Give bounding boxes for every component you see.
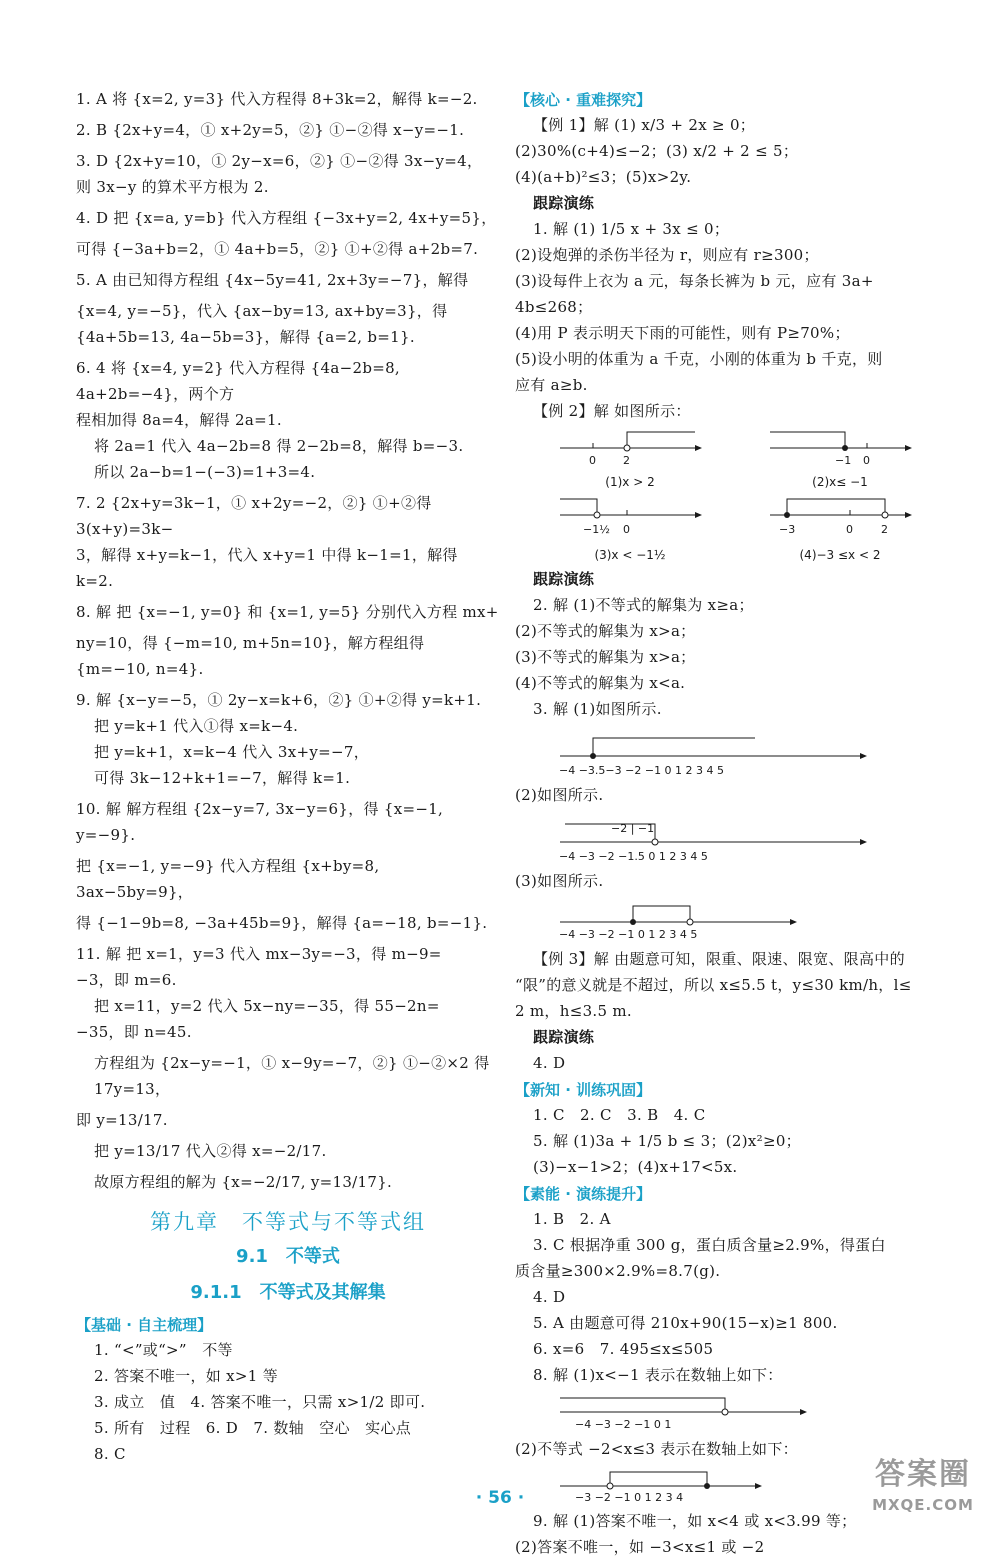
answer-line: (4)用 P 表示明天下雨的可能性，则有 P≥70%； [515, 324, 850, 342]
new-knowledge-section-header: 【新知 · 训练巩固】 [515, 1081, 652, 1099]
answer-line: 4. D [533, 1288, 566, 1306]
example2-figures-row-1 [555, 426, 947, 489]
answer-line: 5. A 由已知得方程组 {4x−5y=41, 2x+3y=−7}，解得 [76, 271, 469, 289]
answer-line: 8. 解 (1)x<−1 表示在数轴上如下： [533, 1366, 783, 1384]
answer-line: (4)不等式的解集为 x<a. [515, 674, 686, 692]
figure-caption: (4)−3 ≤x < 2 [799, 548, 881, 562]
answer-line: 所以 2a−b=1−(−3)=1+3=4. [94, 463, 316, 481]
answer-line: (2)30%(c+4)≤−2；(3) x/2 + 2 ≤ 5； [515, 142, 799, 160]
answer-line: 1. “<”或“>” 不等 [94, 1341, 233, 1359]
answer-line: 把 y=13/17 代入②得 x=−2/17. [94, 1142, 327, 1160]
answer-line: 则 3x−y 的算术平方根为 2. [76, 178, 269, 196]
svg-text:0: 0 [623, 523, 630, 536]
svg-text:0: 0 [589, 454, 596, 467]
answer-line: 1. 解 (1) 1/5 x + 3x ≤ 0； [533, 220, 730, 238]
answer-line: 2 m，h≤3.5 m. [515, 1002, 632, 1020]
left-column [76, 86, 500, 1467]
answer-line: 8. 解 把 {x=−1, y=0} 和 {x=1, y=5} 分别代入方程 mx+ [76, 603, 499, 621]
answer-line: 把 x=11，y=2 代入 5x−ny=−35，得 55−2n= [94, 997, 440, 1015]
answer-line: 2. 解 (1)不等式的解集为 x≥a； [533, 596, 754, 614]
answer-line: 6. 4 将 {x=4, y=2} 代入方程得 {4a−2b=8, 4a+2b=−4}，两个方 [76, 359, 400, 403]
answer-line: 把 y=k+1，x=k−4 代入 3x+y=−7， [94, 743, 370, 761]
answer-line: 1. B 2. A [533, 1210, 611, 1228]
answer-line: 可得 3k−12+k+1=−7，解得 k=1. [94, 769, 351, 787]
answer-line: 2. B {2x+y=4，① x+2y=5，②} ①−②得 x−y=−1. [76, 121, 465, 139]
answer-line: 【例 1】解 (1) x/3 + 2x ≥ 0； [533, 116, 756, 134]
answer-line: (2)答案不唯一，如 −3<x≤1 或 −2 [515, 1538, 765, 1556]
answer-line: “限”的意义就是不超过，所以 x≤5.5 t，y≤30 km/h，l≤ [515, 976, 912, 994]
subheading: 跟踪演练 [533, 1028, 595, 1046]
svg-text:2: 2 [623, 454, 630, 467]
svg-text:0: 0 [863, 454, 870, 467]
svg-text:−3 −2 −1 0 1 2 3 4: −3 −2 −1 0 1 2 3 4 [575, 1491, 684, 1504]
answer-line: −35，即 n=45. [76, 1023, 192, 1041]
right-column [515, 86, 947, 1560]
answer-line: 9. 解 (1)答案不唯一，如 x<4 或 x<3.99 等； [533, 1512, 857, 1530]
answer-line: 即 y=13/17. [76, 1111, 168, 1129]
answer-line: 1. A 将 {x=2, y=3} 代入方程得 8+3k=2，解得 k=−2. [76, 90, 478, 108]
answer-line: 得 {−1−9b=8, −3a+45b=9}，解得 {a=−18, b=−1}. [76, 914, 488, 932]
answer-line: (2)如图所示. [515, 786, 604, 804]
answer-line: 10. 解 解方程组 {2x−y=7, 3x−y=6}，得 {x=−1, y=−9}. [76, 800, 444, 844]
answer-line: 3. D {2x+y=10，① 2y−x=6，②} ①−②得 3x−y=4， [76, 152, 483, 170]
answer-line: 故原方程组的解为 {x=−2/17, y=13/17}. [94, 1173, 393, 1191]
svg-text:−4 −3 −2 −1 0: −4 −3 −2 −1 0 1 [575, 1418, 672, 1431]
answer-line: 5. 解 (1)3a + 1/5 b ≤ 3；(2)x²≥0； [533, 1132, 801, 1150]
answer-line: (4)(a+b)²≤3；(5)x>2y. [515, 168, 692, 186]
figure-caption: (2)x≤ −1 [812, 475, 868, 489]
svg-text:−1: −1 [835, 454, 852, 467]
answer-line: (2)设炮弹的杀伤半径为 r，则应有 r≥300； [515, 246, 819, 264]
subsection-title: 9.1.1 不等式及其解集 [190, 1282, 386, 1303]
answer-line: 【例 3】解 由题意可知，限重、限速、限宽、限高中的 [533, 950, 905, 968]
answer-line: {x=4, y=−5}，代入 {ax−by=13, ax+by=3}，得 {4a+5b=13, 4a−5b=3}，解得 {a=2, b=1}. [76, 302, 448, 346]
answer-line: 6. x=6 7. 495≤x≤505 [533, 1340, 714, 1358]
answer-line: (3)−x−1>2；(4)x+17<5x. [533, 1158, 738, 1176]
svg-text:−4 −3 −2 −1.5 0 1: −4 −3 −2 −1.5 0 1 2 3 4 5 [559, 850, 708, 863]
svg-text:−1½: −1½ [583, 523, 610, 536]
answer-line: 3. 解 (1)如图所示. [533, 700, 662, 718]
number-line-figure [555, 726, 875, 778]
answer-line: (2)不等式 −2<x≤3 表示在数轴上如下： [515, 1440, 798, 1458]
watermark-url: MXQE.COM [872, 1496, 974, 1514]
answer-line: 4. D [533, 1054, 566, 1072]
svg-text:−4 −3 −2 −1 0 1 2 3 4 5: −4 −3 −2 −1 0 1 2 3 4 5 [559, 928, 698, 941]
page-number: · 56 · [475, 1488, 525, 1508]
answer-line: 应有 a≥b. [515, 376, 588, 394]
chapter-title: 第九章 不等式与不等式组 [150, 1210, 426, 1234]
number-line-figure [765, 493, 915, 562]
answer-line: 2. 答案不唯一，如 x>1 等 [94, 1367, 278, 1385]
svg-text:2: 2 [881, 523, 888, 536]
answer-line: 把 {x=−1, y=−9} 代入方程组 {x+by=8, 3ax−5by=9}， [76, 857, 380, 901]
answer-line: 程相加得 8a=4，解得 2a=1. [76, 411, 282, 429]
answer-line: 5. 所有 过程 6. D 7. 数轴 空心 实心点 [94, 1419, 412, 1437]
answer-line: 5. A 由题意可得 210x+90(15−x)≥1 800. [533, 1314, 838, 1332]
answer-line: 可得 {−3a+b=2，① 4a+b=5，②} ①+②得 a+2b=7. [76, 240, 479, 258]
answer-line: 把 y=k+1 代入①得 x=k−4. [94, 717, 299, 735]
watermark-logo [858, 1455, 988, 1525]
answer-line: −3，即 m=6. [76, 971, 177, 989]
answer-line: 3，解得 x+y=k−1，代入 x+y=1 中得 k−1=1，解得 [76, 546, 458, 564]
number-line-figure [555, 1392, 815, 1432]
answer-line: (3)如图所示. [515, 872, 604, 890]
answer-line: 【例 2】解 如图所示： [533, 402, 691, 420]
number-line-figure [555, 812, 875, 864]
section-title: 9.1 不等式 [236, 1246, 340, 1267]
answer-line: ny=10，得 {−m=10, m+5n=10}，解方程组得 {m=−10, n=4}. [76, 634, 425, 678]
watermark-text: 答案圈 [875, 1457, 971, 1492]
core-section-header: 【核心 · 重难探究】 [515, 91, 652, 109]
answer-line: 将 2a=1 代入 4a−2b=8 得 2−2b=8，解得 b=−3. [94, 437, 464, 455]
answer-line: 11. 解 把 x=1，y=3 代入 mx−3y=−3，得 m−9= [76, 945, 442, 963]
subheading: 跟踪演练 [533, 570, 595, 588]
number-line-figure [555, 426, 705, 489]
answer-line: 质含量≥300×2.9%=8.7(g). [515, 1262, 721, 1280]
answer-line: (3)设每件上衣为 a 元，每条长裤为 b 元，应有 3a+ [515, 272, 874, 290]
svg-text:0: 0 [846, 523, 853, 536]
answer-line: (5)设小明的体重为 a 千克，小刚的体重为 b 千克，则 [515, 350, 883, 368]
number-line-figure [765, 426, 915, 489]
answer-line: k=2. [76, 572, 114, 590]
figure-caption: (3)x < −1½ [594, 548, 666, 562]
answer-line: (3)不等式的解集为 x>a； [515, 648, 696, 666]
basics-section-header: 【基础 · 自主梳理】 [76, 1316, 213, 1334]
number-line-figure [555, 898, 815, 942]
answer-line: (2)不等式的解集为 x>a； [515, 622, 696, 640]
answer-line: 方程组为 {2x−y=−1，① x−9y=−7，②} ①−②×2 得 17y=13， [94, 1054, 490, 1098]
svg-text:−4 −3.5−3 −2 −1 0 1: −4 −3.5−3 −2 −1 0 1 2 3 4 5 [559, 764, 725, 777]
answer-line: 8. C [94, 1445, 126, 1463]
svg-text:−3: −3 [779, 523, 796, 536]
ability-section-header: 【素能 · 演练提升】 [515, 1185, 652, 1203]
svg-text:−2 | −1: −2 | −1 [611, 822, 655, 835]
answer-line: 4b≤268； [515, 298, 593, 316]
answer-line: 3. 成立 值 4. 答案不唯一，只需 x>1/2 即可. [94, 1393, 426, 1411]
example2-figures-row-2 [555, 493, 947, 562]
answer-line: 1. C 2. C 3. B 4. C [533, 1106, 706, 1124]
answer-line: 9. 解 {x−y=−5，① 2y−x=k+6，②} ①+②得 y=k+1. [76, 691, 482, 709]
answer-line: 3. C 根据净重 300 g，蛋白质含量≥2.9%，得蛋白 [533, 1236, 886, 1254]
subheading: 跟踪演练 [533, 194, 595, 212]
number-line-figure [555, 493, 705, 562]
answer-line: 7. 2 {2x+y=3k−1，① x+2y=−2，②} ①+②得 3(x+y)=3k− [76, 494, 432, 538]
answer-line: 4. D 把 {x=a, y=b} 代入方程组 {−3x+y=2, 4x+y=5}， [76, 209, 497, 227]
figure-caption: (1)x > 2 [605, 475, 655, 489]
